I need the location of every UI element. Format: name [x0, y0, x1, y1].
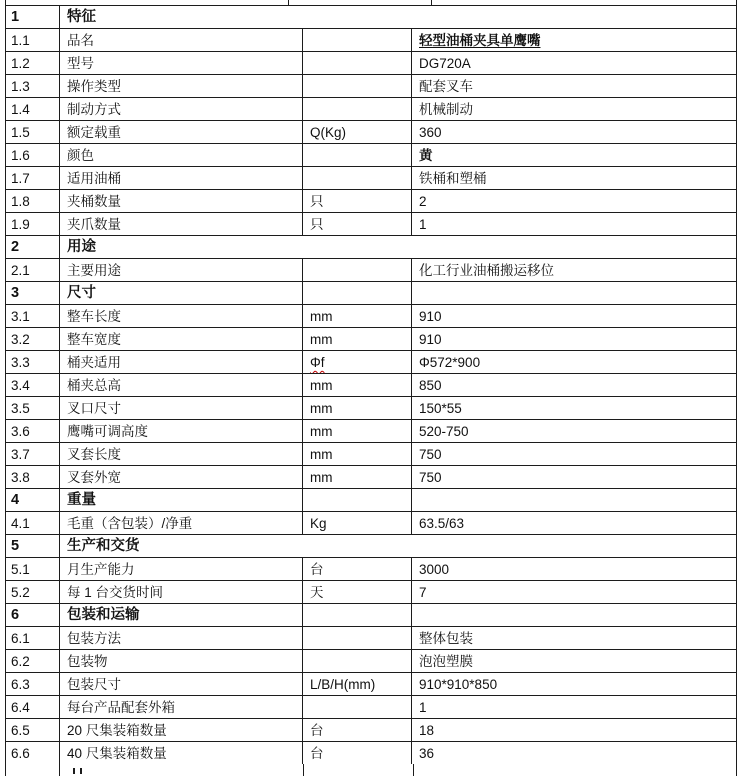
row-number [6, 420, 59, 442]
row-unit: mm [310, 331, 333, 347]
row-number [6, 167, 59, 189]
row-value-cell [411, 213, 736, 235]
row-value: 3000 [419, 561, 450, 577]
row-unit-cell [302, 259, 411, 281]
section-title: 用途 [67, 239, 96, 256]
row-label: 桶夹总高 [67, 377, 121, 393]
section-title: 尺寸 [67, 285, 96, 302]
row-value-cell [411, 719, 736, 741]
row-number [6, 374, 59, 396]
clipped-row-bottom-divider [303, 764, 304, 776]
row-number [6, 535, 59, 557]
row-value: 850 [419, 377, 442, 393]
row-number-text: 1.3 [11, 78, 30, 94]
row-value-cell [411, 696, 736, 718]
row-number [6, 673, 59, 695]
row-value-cell [411, 351, 736, 373]
spec-row-1.2 [6, 52, 736, 75]
row-value-cell [411, 374, 736, 396]
row-value-cell [411, 305, 736, 327]
row-unit: Φf [310, 354, 325, 370]
row-label: 20 尺集装箱数量 [67, 722, 167, 738]
row-label-cell [59, 443, 302, 465]
spec-row-5.1 [6, 558, 736, 581]
spec-row-6.4 [6, 696, 736, 719]
row-unit: 只 [310, 193, 324, 209]
row-number [6, 466, 59, 488]
row-value-cell [411, 190, 736, 212]
row-label-cell [59, 305, 302, 327]
row-unit-cell [302, 305, 411, 327]
clipped-row-text-mark [73, 768, 75, 774]
row-unit-cell [302, 650, 411, 672]
row-number [6, 259, 59, 281]
row-label: 夹桶数量 [67, 193, 121, 209]
row-label: 型号 [67, 55, 94, 71]
row-unit-cell [302, 75, 411, 97]
row-label: 包装方法 [67, 630, 121, 646]
row-number [6, 305, 59, 327]
row-number [6, 512, 59, 534]
row-value: 750 [419, 469, 442, 485]
row-label: 额定载重 [67, 124, 121, 140]
row-unit-cell [302, 52, 411, 74]
row-value: 18 [419, 722, 435, 738]
row-unit: 天 [310, 584, 324, 600]
row-label-cell [59, 696, 302, 718]
row-unit-cell [302, 282, 411, 304]
row-unit-cell [302, 397, 411, 419]
row-value-cell [411, 167, 736, 189]
spec-row-6.6 [6, 742, 736, 765]
spec-row-3.3 [6, 351, 736, 374]
row-number [6, 190, 59, 212]
row-label-cell [59, 420, 302, 442]
row-label: 月生产能力 [67, 561, 135, 577]
spec-row-3.1 [6, 305, 736, 328]
spec-row-5.2 [6, 581, 736, 604]
row-label: 每台产品配套外箱 [67, 699, 175, 715]
row-number-text: 5.2 [11, 584, 30, 600]
spec-row-6.5 [6, 719, 736, 742]
row-value-cell [411, 627, 736, 649]
row-number [6, 98, 59, 120]
row-label-cell [59, 52, 302, 74]
row-number-text: 2 [11, 239, 20, 256]
row-number-text: 6.4 [11, 699, 30, 715]
spec-row-1.4 [6, 98, 736, 121]
row-value-cell [411, 581, 736, 603]
row-value-cell [411, 650, 736, 672]
row-label-cell [59, 374, 302, 396]
row-label-cell [59, 328, 302, 350]
row-label-cell [59, 397, 302, 419]
row-label: 毛重（含包装）/净重 [67, 515, 193, 531]
row-unit: mm [310, 400, 333, 416]
row-value-cell [411, 144, 736, 166]
row-label-cell [59, 673, 302, 695]
row-value-cell [411, 512, 736, 534]
row-value: 750 [419, 446, 442, 462]
row-unit: mm [310, 377, 333, 393]
row-number-text: 1 [11, 9, 20, 26]
row-number-text: 3.5 [11, 400, 30, 416]
row-number-text: 6.3 [11, 676, 30, 692]
row-label: 制动方式 [67, 101, 121, 117]
row-number-text: 4 [11, 492, 20, 509]
row-value: 910 [419, 331, 442, 347]
row-unit: 台 [310, 722, 324, 738]
row-label-cell [59, 351, 302, 373]
row-value-cell [411, 673, 736, 695]
row-number-text: 1.1 [11, 32, 30, 48]
row-label: 40 尺集装箱数量 [67, 745, 167, 761]
row-label-cell [59, 29, 302, 51]
row-value-cell [411, 604, 736, 626]
row-unit: mm [310, 469, 333, 485]
clipped-row-bottom [5, 764, 737, 776]
row-unit-cell [302, 374, 411, 396]
row-label: 每 1 台交货时间 [67, 584, 164, 600]
row-number-text: 5 [11, 538, 20, 555]
row-value: 配套叉车 [419, 78, 473, 94]
section-row-6 [6, 604, 736, 627]
row-unit-cell [302, 443, 411, 465]
row-number [6, 6, 59, 28]
row-number [6, 604, 59, 626]
row-unit-cell [302, 673, 411, 695]
row-unit-cell [302, 489, 411, 511]
row-number-text: 6.6 [11, 745, 30, 761]
section-title: 特征 [67, 9, 96, 26]
row-value: 520-750 [419, 423, 469, 439]
spec-row-1.7 [6, 167, 736, 190]
row-label-cell [59, 121, 302, 143]
row-unit-cell [302, 420, 411, 442]
row-number-text: 1.4 [11, 101, 30, 117]
row-value: 泡泡塑膜 [419, 653, 473, 669]
section-row-4 [6, 489, 736, 512]
row-value: Φ572*900 [419, 354, 481, 370]
row-unit-cell [302, 328, 411, 350]
row-label: 叉口尺寸 [67, 400, 121, 416]
row-label-cell [59, 581, 302, 603]
row-unit: Q(Kg) [310, 124, 347, 140]
row-value-cell [411, 29, 736, 51]
row-value: 360 [419, 124, 442, 140]
row-number-text: 3.6 [11, 423, 30, 439]
row-label: 操作类型 [67, 78, 121, 94]
row-label: 叉套长度 [67, 446, 121, 462]
row-number-text: 6 [11, 607, 20, 624]
row-number [6, 558, 59, 580]
row-value: 63.5/63 [419, 515, 465, 531]
row-number-text: 3.8 [11, 469, 30, 485]
row-value: 150*55 [419, 400, 462, 416]
row-label: 桶夹适用 [67, 354, 121, 370]
row-value: 机械制动 [419, 101, 473, 117]
spec-row-3.6 [6, 420, 736, 443]
spec-row-3.8 [6, 466, 736, 489]
row-value: 36 [419, 745, 435, 761]
row-value-cell [411, 397, 736, 419]
row-number [6, 52, 59, 74]
row-label-cell [59, 98, 302, 120]
row-unit-cell [302, 466, 411, 488]
row-unit-cell [302, 98, 411, 120]
row-value-cell [411, 328, 736, 350]
row-unit-cell [302, 719, 411, 741]
row-value-cell [411, 489, 736, 511]
section-title-cell [59, 604, 302, 626]
row-label: 鹰嘴可调高度 [67, 423, 148, 439]
row-label: 颜色 [67, 147, 94, 163]
spec-row-3.7 [6, 443, 736, 466]
row-label: 品名 [67, 32, 94, 48]
spec-row-3.5 [6, 397, 736, 420]
row-unit-cell [302, 190, 411, 212]
row-number [6, 719, 59, 741]
row-label-cell [59, 75, 302, 97]
row-number-text: 5.1 [11, 561, 30, 577]
row-unit: mm [310, 308, 333, 324]
row-value-cell [411, 259, 736, 281]
section-title-cell [59, 535, 736, 557]
row-label: 适用油桶 [67, 170, 121, 186]
row-number-text: 3.3 [11, 354, 30, 370]
row-value: 910*910*850 [419, 676, 498, 692]
row-number-text: 6.5 [11, 722, 30, 738]
row-number [6, 742, 59, 764]
spec-row-3.2 [6, 328, 736, 351]
row-number [6, 351, 59, 373]
row-number-text: 2.1 [11, 262, 30, 278]
row-unit-cell [302, 351, 411, 373]
row-label: 主要用途 [67, 262, 121, 278]
row-label-cell [59, 466, 302, 488]
row-number [6, 443, 59, 465]
row-label-cell [59, 512, 302, 534]
spec-row-1.1 [6, 29, 736, 52]
row-unit: L/B/H(mm) [310, 676, 376, 692]
row-value: 整体包装 [419, 630, 473, 646]
section-row-3 [6, 282, 736, 305]
spec-row-3.4 [6, 374, 736, 397]
row-value: 轻型油桶夹具单鹰嘴 [419, 32, 541, 48]
row-label-cell [59, 558, 302, 580]
row-label: 叉套外宽 [67, 469, 121, 485]
row-value-cell [411, 75, 736, 97]
row-number-text: 3.7 [11, 446, 30, 462]
row-unit-cell [302, 604, 411, 626]
row-label: 整车长度 [67, 308, 121, 324]
row-value-cell [411, 443, 736, 465]
row-value: 2 [419, 193, 427, 209]
row-value: 910 [419, 308, 442, 324]
row-value: 7 [419, 584, 427, 600]
section-title-cell [59, 236, 736, 258]
section-row-1 [6, 6, 736, 29]
row-label-cell [59, 719, 302, 741]
row-value-cell [411, 282, 736, 304]
row-number-text: 4.1 [11, 515, 30, 531]
row-number [6, 144, 59, 166]
section-title: 生产和交货 [67, 538, 140, 555]
row-number [6, 29, 59, 51]
row-unit-cell [302, 581, 411, 603]
row-label-cell [59, 627, 302, 649]
row-label-cell [59, 259, 302, 281]
row-unit-cell [302, 121, 411, 143]
section-title: 重量 [67, 492, 96, 509]
row-label: 包装尺寸 [67, 676, 121, 692]
row-unit: mm [310, 423, 333, 439]
spec-row-1.8 [6, 190, 736, 213]
row-number [6, 397, 59, 419]
row-label: 包装物 [67, 653, 108, 669]
row-unit: 只 [310, 216, 324, 232]
row-number-text: 3.2 [11, 331, 30, 347]
row-unit: 台 [310, 745, 324, 761]
clipped-row-bottom-divider [413, 764, 414, 776]
row-label-cell [59, 742, 302, 764]
row-value: 1 [419, 216, 427, 232]
row-number [6, 121, 59, 143]
section-row-5 [6, 535, 736, 558]
row-number-text: 1.7 [11, 170, 30, 186]
row-number [6, 282, 59, 304]
row-unit: mm [310, 446, 333, 462]
section-title-cell [59, 6, 736, 28]
spec-row-6.1 [6, 627, 736, 650]
row-unit-cell [302, 627, 411, 649]
row-value-cell [411, 121, 736, 143]
row-number-text: 3 [11, 285, 20, 302]
row-number [6, 581, 59, 603]
clipped-row-bottom-divider [59, 764, 60, 776]
row-unit-cell [302, 29, 411, 51]
row-label-cell [59, 144, 302, 166]
row-label-cell [59, 650, 302, 672]
row-number-text: 6.2 [11, 653, 30, 669]
row-number-text: 1.9 [11, 216, 30, 232]
spec-row-2.1 [6, 259, 736, 282]
row-unit: Kg [310, 515, 327, 531]
section-title-cell [59, 489, 302, 511]
row-label: 夹爪数量 [67, 216, 121, 232]
row-number [6, 213, 59, 235]
row-number-text: 1.5 [11, 124, 30, 140]
row-label: 整车宽度 [67, 331, 121, 347]
row-value: 化工行业油桶搬运移位 [419, 262, 554, 278]
row-unit-cell [302, 213, 411, 235]
row-number [6, 328, 59, 350]
row-value: 铁桶和塑桶 [419, 170, 487, 186]
row-label-cell [59, 190, 302, 212]
row-number-text: 1.6 [11, 147, 30, 163]
spec-row-1.3 [6, 75, 736, 98]
spec-row-1.5 [6, 121, 736, 144]
row-unit-cell [302, 144, 411, 166]
row-unit-cell [302, 742, 411, 764]
row-number [6, 489, 59, 511]
row-unit-cell [302, 512, 411, 534]
section-row-2 [6, 236, 736, 259]
row-value: DG720A [419, 55, 471, 71]
spec-row-1.9 [6, 213, 736, 236]
row-value-cell [411, 558, 736, 580]
section-title: 包装和运输 [67, 607, 140, 624]
row-value-cell [411, 52, 736, 74]
row-unit-cell [302, 558, 411, 580]
row-unit: 台 [310, 561, 324, 577]
spec-row-4.1 [6, 512, 736, 535]
row-unit-cell [302, 167, 411, 189]
row-number-text: 6.1 [11, 630, 30, 646]
spec-row-6.2 [6, 650, 736, 673]
spec-row-6.3 [6, 673, 736, 696]
row-label-cell [59, 167, 302, 189]
clipped-row-text-mark [80, 768, 82, 774]
row-value-cell [411, 420, 736, 442]
row-value-cell [411, 466, 736, 488]
row-number [6, 650, 59, 672]
row-number [6, 696, 59, 718]
section-title-cell [59, 282, 302, 304]
row-number-text: 1.8 [11, 193, 30, 209]
row-number-text: 1.2 [11, 55, 30, 71]
row-number [6, 75, 59, 97]
spec-row-1.6 [6, 144, 736, 167]
row-number [6, 627, 59, 649]
row-value: 1 [419, 699, 427, 715]
row-number-text: 3.1 [11, 308, 30, 324]
row-unit-cell [302, 696, 411, 718]
row-number-text: 3.4 [11, 377, 30, 393]
spec-table [5, 5, 737, 765]
row-number [6, 236, 59, 258]
row-value-cell [411, 742, 736, 764]
row-value-cell [411, 98, 736, 120]
row-label-cell [59, 213, 302, 235]
row-value: 黄 [419, 147, 433, 163]
